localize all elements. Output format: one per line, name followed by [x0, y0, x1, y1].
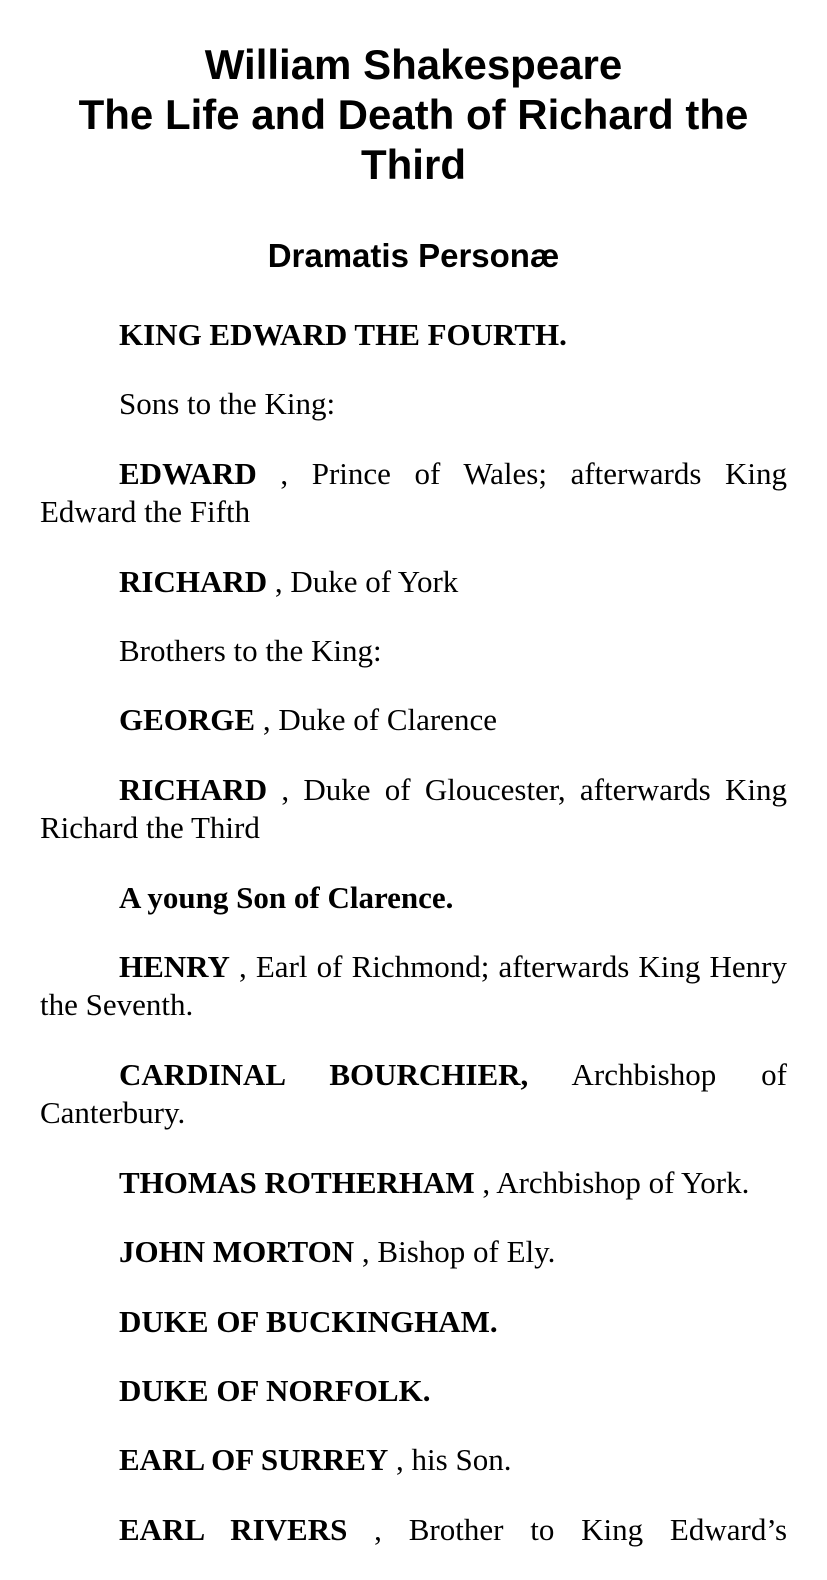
character-name: CARDINAL BOURCHIER,	[119, 1056, 529, 1092]
cast-entry	[40, 1303, 787, 1341]
cast-entry	[40, 771, 787, 848]
cast-entry	[40, 1233, 787, 1271]
document-title	[40, 40, 787, 190]
document-page	[40, 40, 787, 1580]
character-desc: , Archbishop of York.	[474, 1164, 750, 1200]
character-name: RICHARD	[119, 563, 268, 599]
character-desc: , Duke of Clarence	[255, 702, 497, 738]
section-heading: Dramatis Personæ	[267, 237, 560, 274]
character-name: EDWARD	[119, 455, 257, 491]
character-name: THOMAS ROTHERHAM	[119, 1164, 475, 1200]
character-desc: , his Son.	[388, 1442, 512, 1478]
cast-entry	[40, 1164, 787, 1202]
cast-entry	[40, 385, 787, 423]
character-name: HENRY	[119, 949, 230, 985]
character-desc: , Brother to King Edward’s	[347, 1511, 788, 1547]
character-name: EARL RIVERS	[119, 1511, 348, 1547]
play-title-line-2: Third	[361, 141, 466, 188]
cast-entry	[40, 948, 787, 1025]
character-name: JOHN MORTON	[119, 1234, 355, 1270]
cast-entry	[40, 1511, 787, 1549]
cast-entry	[40, 316, 787, 354]
character-desc: , Bishop of Ely.	[354, 1234, 556, 1270]
cast-entry	[40, 1372, 787, 1410]
character-name: RICHARD	[119, 771, 268, 807]
group-heading: Sons to the King:	[119, 386, 336, 422]
character-desc: , Duke of York	[267, 563, 459, 599]
cast-entry	[40, 632, 787, 670]
character-desc: , Prince of Wales; afterwards King Edward the Fifth	[40, 455, 787, 530]
character-desc: , Duke of Gloucester, afterwards King Richard the Third	[40, 771, 787, 846]
author-line: William Shakespeare	[204, 41, 623, 88]
cast-entry	[40, 1056, 787, 1133]
cast-entry	[40, 455, 787, 532]
cast-entry	[40, 701, 787, 739]
character-name: DUKE OF BUCKINGHAM.	[119, 1303, 498, 1339]
group-heading: Brothers to the King:	[119, 633, 382, 669]
character-name: A young Son of Clarence.	[119, 879, 454, 915]
play-title-line-1: The Life and Death of Richard the	[78, 91, 749, 138]
character-name: KING EDWARD THE FOURTH.	[119, 317, 567, 352]
character-name: GEORGE	[119, 702, 256, 738]
character-desc: Archbishop of Canterbury.	[40, 1056, 787, 1131]
character-name: DUKE OF NORFOLK.	[119, 1372, 431, 1408]
cast-entry	[40, 879, 787, 917]
cast-list	[40, 316, 787, 1549]
cast-entry	[40, 1441, 787, 1479]
character-desc: , Earl of Richmond; afterwards King Henry the Seventh.	[40, 949, 787, 1023]
character-name: EARL OF SURREY	[119, 1442, 389, 1478]
cast-entry	[40, 563, 787, 601]
